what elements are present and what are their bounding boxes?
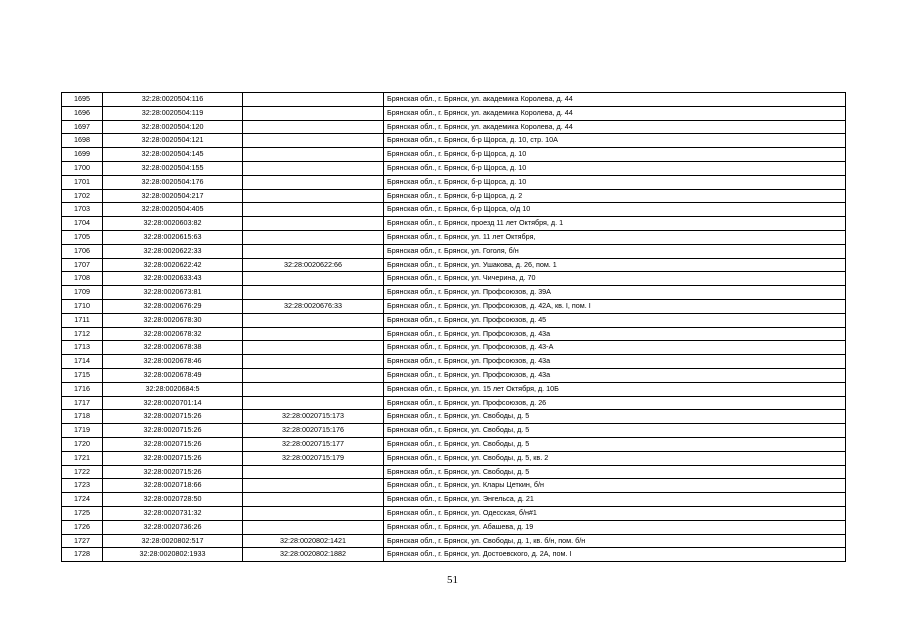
- cadastral-number-cell: 32:28:0020715:26: [103, 410, 243, 424]
- address-cell: Брянская обл., г. Брянск, ул. Свободы, д. 5, кв. 2: [384, 451, 846, 465]
- row-number-cell: 1710: [62, 299, 103, 313]
- address-cell: Брянская обл., г. Брянск, б-р Щорса, д. 10: [384, 175, 846, 189]
- cadastral-number-cell: 32:28:0020676:29: [103, 299, 243, 313]
- table-row: [62, 520, 846, 534]
- row-number-cell: 1700: [62, 161, 103, 175]
- address-cell: Брянская обл., г. Брянск, ул. Гоголя, б/н: [384, 244, 846, 258]
- row-number-cell: 1708: [62, 272, 103, 286]
- table-row: [62, 327, 846, 341]
- related-cadastral-number-cell: [243, 465, 384, 479]
- related-cadastral-number-cell: [243, 272, 384, 286]
- table-row: [62, 396, 846, 410]
- table-row: [62, 299, 846, 313]
- cadastral-number-cell: 32:28:0020504:405: [103, 203, 243, 217]
- address-cell: Брянская обл., г. Брянск, ул. Ушакова, д. 26, пом. 1: [384, 258, 846, 272]
- row-number-cell: 1720: [62, 437, 103, 451]
- table-row: [62, 410, 846, 424]
- cadastral-number-cell: 32:28:0020622:42: [103, 258, 243, 272]
- table-row: [62, 382, 846, 396]
- address-cell: Брянская обл., г. Брянск, б-р Щорса, д. 2: [384, 189, 846, 203]
- cadastral-number-cell: 32:28:0020678:38: [103, 341, 243, 355]
- row-number-cell: 1701: [62, 175, 103, 189]
- cadastral-number-cell: 32:28:0020622:33: [103, 244, 243, 258]
- table-row: [62, 134, 846, 148]
- related-cadastral-number-cell: [243, 189, 384, 203]
- address-cell: Брянская обл., г. Брянск, ул. Клары Цеткин, б/н: [384, 479, 846, 493]
- cadastral-number-cell: 32:28:0020504:145: [103, 148, 243, 162]
- row-number-cell: 1695: [62, 93, 103, 107]
- row-number-cell: 1724: [62, 493, 103, 507]
- related-cadastral-number-cell: 32:28:0020715:176: [243, 424, 384, 438]
- address-cell: Брянская обл., г. Брянск, ул. Энгельса, д. 21: [384, 493, 846, 507]
- row-number-cell: 1714: [62, 355, 103, 369]
- row-number-cell: 1706: [62, 244, 103, 258]
- address-cell: Брянская обл., г. Брянск, ул. Профсоюзов, д. 39А: [384, 286, 846, 300]
- table-row: [62, 493, 846, 507]
- cadastral-number-cell: 32:28:0020504:176: [103, 175, 243, 189]
- cadastral-number-cell: 32:28:0020802:517: [103, 534, 243, 548]
- related-cadastral-number-cell: 32:28:0020676:33: [243, 299, 384, 313]
- row-number-cell: 1713: [62, 341, 103, 355]
- cadastral-number-cell: 32:28:0020504:217: [103, 189, 243, 203]
- table-row: [62, 479, 846, 493]
- address-cell: Брянская обл., г. Брянск, ул. 11 лет Октября,: [384, 230, 846, 244]
- related-cadastral-number-cell: [243, 175, 384, 189]
- address-cell: Брянская обл., г. Брянск, ул. Свободы, д. 5: [384, 437, 846, 451]
- table-row: [62, 203, 846, 217]
- table-row: [62, 189, 846, 203]
- cadastral-number-cell: 32:28:0020504:120: [103, 120, 243, 134]
- table-row: [62, 106, 846, 120]
- address-cell: Брянская обл., г. Брянск, ул. Свободы, д. 5: [384, 410, 846, 424]
- table-row: [62, 534, 846, 548]
- related-cadastral-number-cell: 32:28:0020715:173: [243, 410, 384, 424]
- related-cadastral-number-cell: 32:28:0020622:66: [243, 258, 384, 272]
- row-number-cell: 1709: [62, 286, 103, 300]
- table-row: [62, 230, 846, 244]
- address-cell: Брянская обл., г. Брянск, ул. Профсоюзов, д. 26: [384, 396, 846, 410]
- row-number-cell: 1711: [62, 313, 103, 327]
- related-cadastral-number-cell: [243, 327, 384, 341]
- address-cell: Брянская обл., г. Брянск, ул. академика Королева, д. 44: [384, 120, 846, 134]
- row-number-cell: 1728: [62, 548, 103, 562]
- related-cadastral-number-cell: [243, 396, 384, 410]
- row-number-cell: 1727: [62, 534, 103, 548]
- row-number-cell: 1697: [62, 120, 103, 134]
- row-number-cell: 1716: [62, 382, 103, 396]
- address-cell: Брянская обл., г. Брянск, ул. Профсоюзов, д. 43а: [384, 355, 846, 369]
- address-cell: Брянская обл., г. Брянск, ул. академика Королева, д. 44: [384, 93, 846, 107]
- table-row: [62, 286, 846, 300]
- related-cadastral-number-cell: [243, 520, 384, 534]
- table-row: [62, 175, 846, 189]
- row-number-cell: 1696: [62, 106, 103, 120]
- table-row: [62, 258, 846, 272]
- cadastral-number-cell: 32:28:0020715:26: [103, 437, 243, 451]
- cadastral-number-cell: 32:28:0020701:14: [103, 396, 243, 410]
- address-cell: Брянская обл., г. Брянск, ул. Достоевского, д. 2А, пом. I: [384, 548, 846, 562]
- row-number-cell: 1717: [62, 396, 103, 410]
- related-cadastral-number-cell: [243, 382, 384, 396]
- row-number-cell: 1725: [62, 506, 103, 520]
- cadastral-number-cell: 32:28:0020731:32: [103, 506, 243, 520]
- row-number-cell: 1707: [62, 258, 103, 272]
- address-cell: Брянская обл., г. Брянск, б-р Щорса, д. 10, стр. 10А: [384, 134, 846, 148]
- address-cell: Брянская обл., г. Брянск, ул. Свободы, д. 1, кв. б/н, пом. б/н: [384, 534, 846, 548]
- row-number-cell: 1715: [62, 368, 103, 382]
- table-row: [62, 244, 846, 258]
- address-cell: Брянская обл., г. Брянск, ул. Одесская, б/н#1: [384, 506, 846, 520]
- related-cadastral-number-cell: 32:28:0020802:1421: [243, 534, 384, 548]
- row-number-cell: 1718: [62, 410, 103, 424]
- page-number: 51: [447, 574, 458, 586]
- row-number-cell: 1722: [62, 465, 103, 479]
- row-number-cell: 1712: [62, 327, 103, 341]
- row-number-cell: 1702: [62, 189, 103, 203]
- table-row: [62, 341, 846, 355]
- cadastral-number-cell: 32:28:0020615:63: [103, 230, 243, 244]
- row-number-cell: 1703: [62, 203, 103, 217]
- table-row: [62, 437, 846, 451]
- related-cadastral-number-cell: [243, 148, 384, 162]
- related-cadastral-number-cell: [243, 506, 384, 520]
- address-cell: Брянская обл., г. Брянск, проезд 11 лет Октября, д. 1: [384, 217, 846, 231]
- row-number-cell: 1705: [62, 230, 103, 244]
- cadastral-number-cell: 32:28:0020802:1933: [103, 548, 243, 562]
- cadastral-number-cell: 32:28:0020728:50: [103, 493, 243, 507]
- related-cadastral-number-cell: [243, 244, 384, 258]
- address-cell: Брянская обл., г. Брянск, ул. Профсоюзов, д. 43а: [384, 368, 846, 382]
- address-cell: Брянская обл., г. Брянск, ул. Профсоюзов, д. 42А, кв. I, пом. I: [384, 299, 846, 313]
- table-row: [62, 313, 846, 327]
- table-row: [62, 120, 846, 134]
- table-row: [62, 548, 846, 562]
- row-number-cell: 1726: [62, 520, 103, 534]
- cadastral-number-cell: 32:28:0020603:82: [103, 217, 243, 231]
- cadastral-number-cell: 32:28:0020678:49: [103, 368, 243, 382]
- cadastral-number-cell: 32:28:0020504:119: [103, 106, 243, 120]
- row-number-cell: 1704: [62, 217, 103, 231]
- table-row: [62, 465, 846, 479]
- row-number-cell: 1719: [62, 424, 103, 438]
- address-cell: Брянская обл., г. Брянск, б-р Щорса, д. 10: [384, 148, 846, 162]
- table-row: [62, 355, 846, 369]
- table-row: [62, 451, 846, 465]
- related-cadastral-number-cell: [243, 313, 384, 327]
- table-row: [62, 217, 846, 231]
- related-cadastral-number-cell: [243, 479, 384, 493]
- table-row: [62, 424, 846, 438]
- cadastral-number-cell: 32:28:0020504:155: [103, 161, 243, 175]
- address-cell: Брянская обл., г. Брянск, б-р Щорса, о/д 10: [384, 203, 846, 217]
- table-body: [62, 93, 846, 562]
- cadastral-number-cell: 32:28:0020736:26: [103, 520, 243, 534]
- address-cell: Брянская обл., г. Брянск, ул. 15 лет Октября, д. 10Б: [384, 382, 846, 396]
- related-cadastral-number-cell: [243, 93, 384, 107]
- address-cell: Брянская обл., г. Брянск, б-р Щорса, д. 10: [384, 161, 846, 175]
- table-row: [62, 161, 846, 175]
- address-cell: Брянская обл., г. Брянск, ул. Профсоюзов, д. 45: [384, 313, 846, 327]
- table-row: [62, 368, 846, 382]
- related-cadastral-number-cell: [243, 120, 384, 134]
- address-cell: Брянская обл., г. Брянск, ул. Чичерина, д. 70: [384, 272, 846, 286]
- table-row: [62, 506, 846, 520]
- table-row: [62, 148, 846, 162]
- related-cadastral-number-cell: [243, 368, 384, 382]
- cadastral-number-cell: 32:28:0020715:26: [103, 465, 243, 479]
- table-row: [62, 93, 846, 107]
- related-cadastral-number-cell: 32:28:0020715:177: [243, 437, 384, 451]
- cadastral-number-cell: 32:28:0020718:66: [103, 479, 243, 493]
- related-cadastral-number-cell: 32:28:0020715:179: [243, 451, 384, 465]
- cadastral-number-cell: 32:28:0020715:26: [103, 424, 243, 438]
- row-number-cell: 1698: [62, 134, 103, 148]
- row-number-cell: 1721: [62, 451, 103, 465]
- cadastral-number-cell: 32:28:0020678:30: [103, 313, 243, 327]
- related-cadastral-number-cell: [243, 230, 384, 244]
- related-cadastral-number-cell: [243, 217, 384, 231]
- cadastral-number-cell: 32:28:0020678:32: [103, 327, 243, 341]
- cadastral-number-cell: 32:28:0020684:5: [103, 382, 243, 396]
- related-cadastral-number-cell: [243, 355, 384, 369]
- related-cadastral-number-cell: [243, 286, 384, 300]
- related-cadastral-number-cell: [243, 161, 384, 175]
- property-table: [61, 92, 846, 562]
- cadastral-number-cell: 32:28:0020715:26: [103, 451, 243, 465]
- related-cadastral-number-cell: [243, 341, 384, 355]
- related-cadastral-number-cell: [243, 134, 384, 148]
- related-cadastral-number-cell: [243, 493, 384, 507]
- address-cell: Брянская обл., г. Брянск, ул. Абашева, д. 19: [384, 520, 846, 534]
- row-number-cell: 1699: [62, 148, 103, 162]
- related-cadastral-number-cell: [243, 203, 384, 217]
- table-row: [62, 272, 846, 286]
- row-number-cell: 1723: [62, 479, 103, 493]
- cadastral-number-cell: 32:28:0020504:116: [103, 93, 243, 107]
- address-cell: Брянская обл., г. Брянск, ул. Свободы, д. 5: [384, 424, 846, 438]
- cadastral-number-cell: 32:28:0020678:46: [103, 355, 243, 369]
- address-cell: Брянская обл., г. Брянск, ул. Профсоюзов, д. 43а: [384, 327, 846, 341]
- related-cadastral-number-cell: [243, 106, 384, 120]
- cadastral-number-cell: 32:28:0020673:81: [103, 286, 243, 300]
- related-cadastral-number-cell: 32:28:0020802:1882: [243, 548, 384, 562]
- address-cell: Брянская обл., г. Брянск, ул. академика Королева, д. 44: [384, 106, 846, 120]
- cadastral-number-cell: 32:28:0020633:43: [103, 272, 243, 286]
- address-cell: Брянская обл., г. Брянск, ул. Профсоюзов, д. 43-А: [384, 341, 846, 355]
- cadastral-number-cell: 32:28:0020504:121: [103, 134, 243, 148]
- address-cell: Брянская обл., г. Брянск, ул. Свободы, д. 5: [384, 465, 846, 479]
